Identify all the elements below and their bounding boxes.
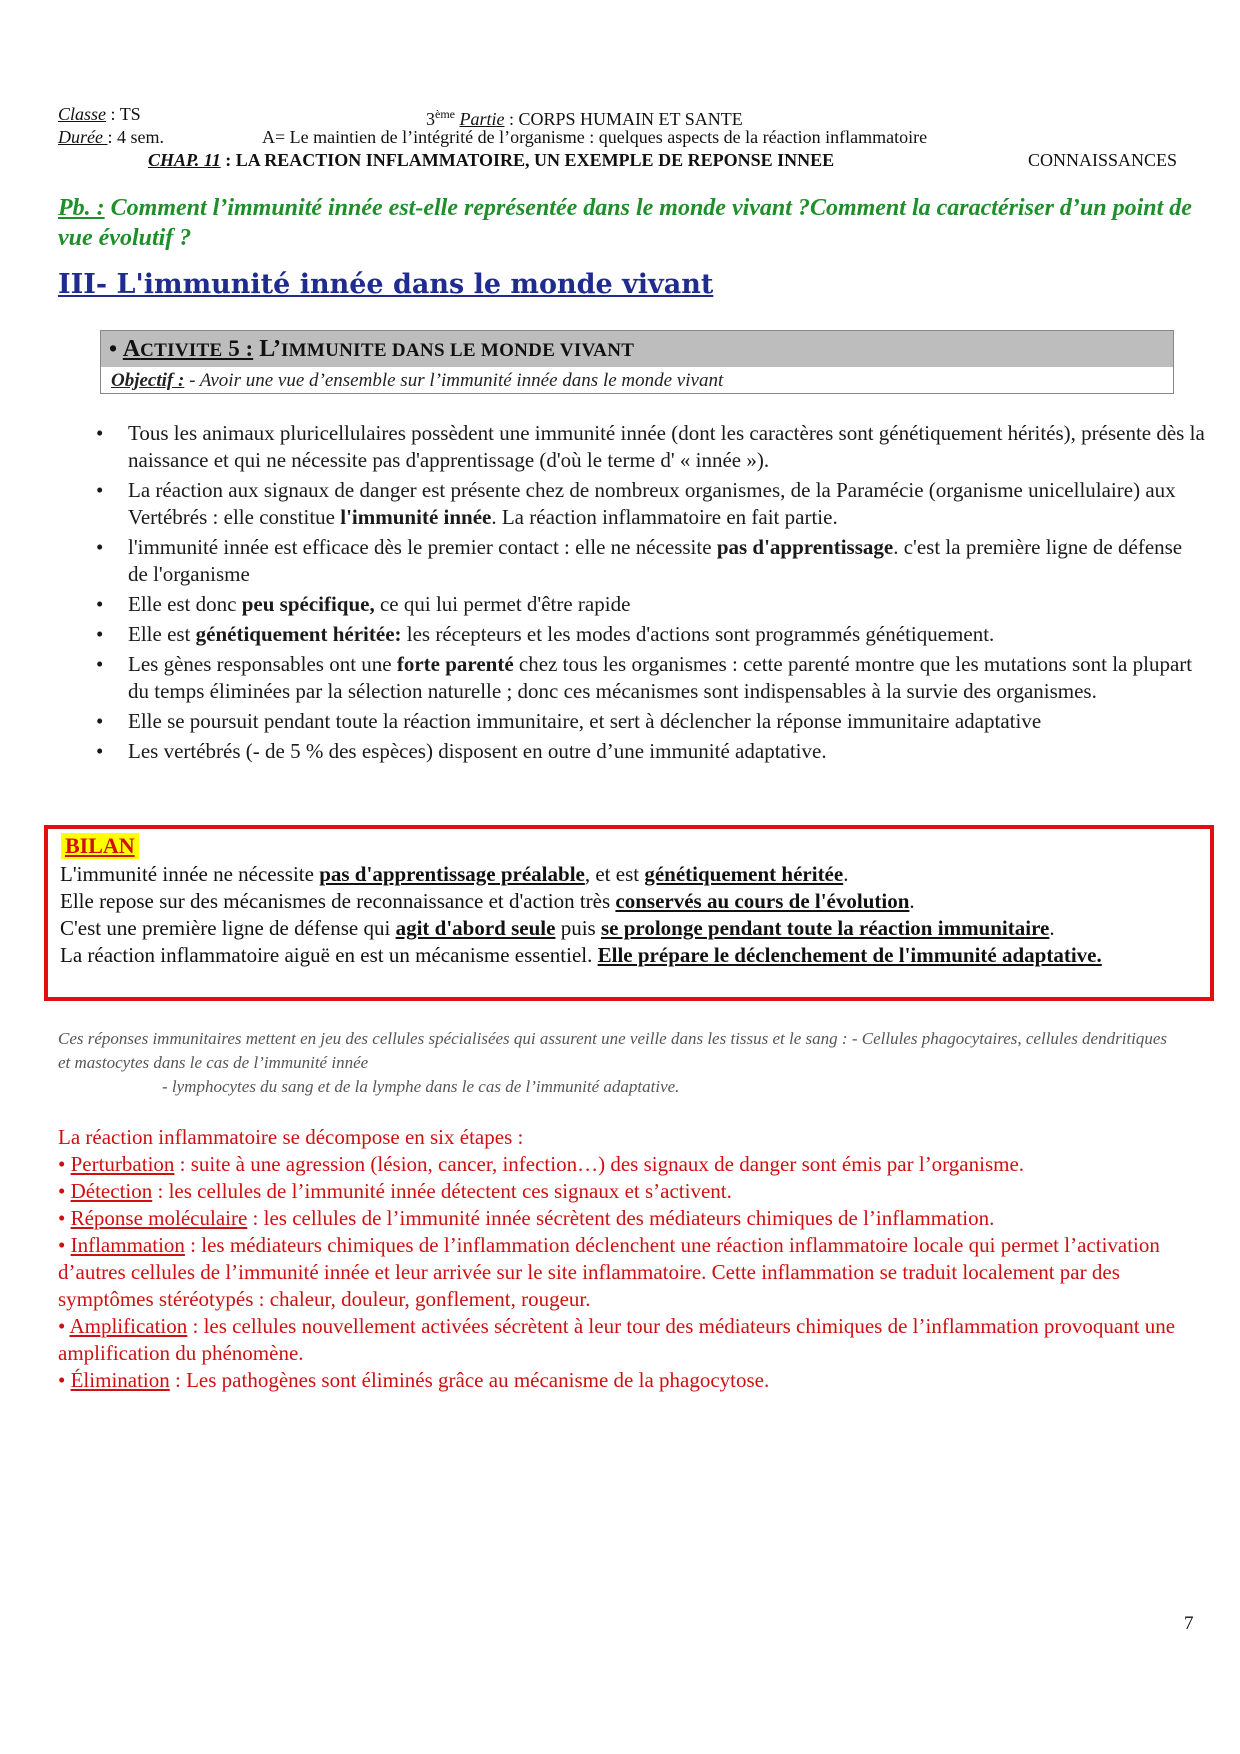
header-classe (58, 103, 141, 125)
bilan-text-run: L'immunité innée ne nécessite (60, 862, 320, 886)
bilan-emphasis: Elle prépare le déclenchement de l'immunité adaptative. (597, 943, 1102, 967)
partie-number: 3 (426, 109, 435, 129)
bilan-text-run: . (1049, 916, 1055, 940)
bullet-dot: • (96, 709, 104, 733)
list-item-text: La réaction aux signaux de danger est présente chez de nombreux organismes, de la Paramécie (organisme unicellulaire) aux Vertébrés : elle constitue (128, 478, 1176, 529)
step-bullet: • (58, 1179, 66, 1203)
bilan-line-2 (60, 888, 1190, 915)
list-item-bold: forte parenté (396, 652, 514, 676)
activity-title (101, 331, 1173, 367)
step-bullet: • (58, 1206, 66, 1230)
activity-l: L’ (253, 336, 281, 362)
step-text: : les cellules de l’immunité innée détectent ces signaux et s’activent. (152, 1179, 732, 1203)
header-subtitle: A= Le maintien de l’intégrité de l’organisme : quelques aspects de la réaction inflammatoire (262, 127, 928, 147)
list-item-text: Elle est donc (128, 592, 242, 616)
step-bullet: • (58, 1314, 66, 1338)
activity-objective (111, 369, 723, 393)
step-text: : Les pathogènes sont éliminés grâce au mécanisme de la phagocytose. (169, 1368, 770, 1392)
bilan-tag: BILAN (61, 833, 139, 859)
bullet-dot: • (96, 652, 104, 676)
step-term: Perturbation (70, 1152, 175, 1176)
section-title: III- L'immunité innée dans le monde vivant (58, 269, 714, 300)
note-line-2: - lymphocytes du sang et de la lymphe dans le cas de l’immunité adaptative. (162, 1077, 680, 1096)
list-item (96, 591, 1206, 618)
duree-value: : 4 sem. (107, 127, 164, 147)
bullet-dot: • (96, 478, 104, 502)
problem-label: Pb. : (58, 195, 105, 221)
cells-note (58, 1027, 1178, 1099)
step-term: Élimination (70, 1368, 170, 1392)
connaissances-label: CONNAISSANCES (1028, 150, 1178, 170)
activity-number: 5 : (222, 336, 254, 361)
list-item (96, 534, 1206, 588)
page-number: 7 (1184, 1613, 1194, 1634)
bilan-emphasis: pas d'apprentissage préalable (319, 862, 585, 886)
list-item-text: Les vertébrés (- de 5 % des espèces) disposent en outre d’une immunité adaptative. (128, 739, 827, 763)
bullet-dot: • (96, 535, 104, 559)
list-item (96, 651, 1206, 705)
step-bullet: • (58, 1233, 66, 1257)
chapter-title (148, 149, 834, 171)
step-item (58, 1151, 1198, 1178)
list-item-text: ce qui lui permet d'être rapide (374, 592, 631, 616)
list-item (96, 738, 1206, 765)
activity-a: A (122, 336, 141, 362)
bilan-text-run: La réaction inflammatoire aiguë en est un mécanisme essentiel. (60, 943, 598, 967)
duree-label: Durée (58, 127, 108, 147)
bilan-text-run: , et est (584, 862, 645, 886)
classe-value: : TS (106, 104, 141, 124)
activity-title-text: IMMUNITE DANS LE MONDE VIVANT (280, 340, 635, 361)
activity-box (100, 330, 1174, 394)
step-term: Détection (70, 1179, 153, 1203)
bilan-line-4 (60, 942, 1190, 969)
list-item-text: . La réaction inflammatoire en fait partie. (491, 505, 838, 529)
bullet-dot: • (96, 592, 104, 616)
bilan-text-run: C'est une première ligne de défense qui (60, 916, 396, 940)
bilan-text-run: Elle repose sur des mécanismes de reconnaissance et d'action très (60, 889, 616, 913)
list-item-bold: génétiquement héritée: (195, 622, 402, 646)
step-item (58, 1178, 1198, 1205)
list-item-text: les récepteurs et les modes d'actions sont programmés génétiquement. (401, 622, 995, 646)
inflammation-steps (58, 1124, 1198, 1394)
chapter-label: CHAP. 11 (148, 150, 221, 170)
list-item-text: . c'est la première ligne de défense de l'organisme (128, 535, 1183, 586)
header-duree (58, 126, 164, 148)
bilan-text-run: . (909, 889, 915, 913)
list-item (96, 621, 1206, 648)
step-item (58, 1232, 1198, 1313)
bilan-text-run: . (843, 862, 849, 886)
step-item (58, 1205, 1198, 1232)
bilan-line-3 (60, 915, 1190, 942)
partie-label: Partie (459, 109, 505, 129)
bullet-dot: • (96, 622, 104, 646)
partie-value: : CORPS HUMAIN ET SANTE (504, 109, 743, 129)
step-item (58, 1313, 1198, 1367)
step-text: : les cellules nouvellement activées sécrètent à leur tour des médiateurs chimiques de l’inflammation provoquant une amplification du phénomène. (58, 1314, 1176, 1365)
bilan-line-1 (60, 861, 1190, 888)
bullet-dot: • (96, 739, 104, 763)
list-item (96, 708, 1206, 735)
problem-statement (58, 193, 1198, 253)
step-term: Amplification (69, 1314, 188, 1338)
problem-text: Comment l’immunité innée est-elle représentée dans le monde vivant ?Comment la caractériser d’un point de vue évolutif ? (58, 195, 1192, 251)
partie-superscript: ème (435, 107, 455, 121)
classe-label: Classe (58, 104, 107, 124)
step-text: : les médiateurs chimiques de l’inflammation déclenchent une réaction inflammatoire locale qui permet l’activation d’autres cellules de l’immunité innée et leur arrivée sur le site inflammatoire. Cette inflammation se traduit localement par des symptômes stéréotypés : chaleur, douleur, gonflement, rougeur. (58, 1233, 1160, 1311)
step-bullet: • (58, 1152, 66, 1176)
bilan-emphasis: génétiquement héritée (644, 862, 844, 886)
note-line-1: Ces réponses immunitaires mettent en jeu des cellules spécialisées qui assurent une veille dans les tissus et le sang : - Cellules phagocytaires, cellules dendritiques et mastocytes dans le cas de l’immunité innée (58, 1029, 1168, 1072)
chapter-text: : LA REACTION INFLAMMATOIRE, UN EXEMPLE DE REPONSE INNEE (220, 150, 835, 170)
steps-intro: La réaction inflammatoire se décompose en six étapes : (58, 1125, 524, 1149)
bilan-emphasis: agit d'abord seule (395, 916, 556, 940)
list-item-text: Tous les animaux pluricellulaires possèdent une immunité innée (dont les caractères sont génétiquement hérités), présente dès la naissance et qui ne nécessite pas d'apprentissage (d'où le terme d' « innée »). (128, 421, 1205, 472)
activity-bullet: • (109, 336, 118, 361)
step-item (58, 1367, 1198, 1394)
list-item-text: Elle est (128, 622, 196, 646)
step-bullet: • (58, 1368, 66, 1392)
bilan-emphasis: conservés au cours de l'évolution (615, 889, 910, 913)
immunity-bullet-list (96, 420, 1206, 768)
list-item (96, 477, 1206, 531)
bilan-box (44, 825, 1214, 1001)
step-text: : suite à une agression (lésion, cancer, infection…) des signaux de danger sont émis par l’organisme. (174, 1152, 1025, 1176)
bilan-emphasis: se prolonge pendant toute la réaction immunitaire (600, 916, 1050, 940)
bilan-text-run: puis (555, 916, 601, 940)
step-term: Inflammation (70, 1233, 185, 1257)
list-item-bold: pas d'apprentissage (716, 535, 894, 559)
list-item-bold: peu spécifique, (241, 592, 375, 616)
list-item-bold: l'immunité innée (340, 505, 492, 529)
bullet-dot: • (96, 421, 104, 445)
list-item-text: l'immunité innée est efficace dès le premier contact : elle ne nécessite (128, 535, 717, 559)
step-text: : les cellules de l’immunité innée sécrètent des médiateurs chimiques de l’inflammation. (247, 1206, 995, 1230)
list-item-text: Elle se poursuit pendant toute la réaction immunitaire, et sert à déclencher la réponse immunitaire adaptative (128, 709, 1042, 733)
objective-label: Objectif : (111, 370, 185, 391)
objective-text: - Avoir une vue d’ensemble sur l’immunité innée dans le monde vivant (184, 370, 724, 391)
list-item-text: Les gènes responsables ont une (128, 652, 397, 676)
list-item-text: chez tous les organismes : cette parenté montre que les mutations sont la plupart du temps éliminées par la sélection naturelle ; donc ces mécanismes sont indispensables à la survie des organismes. (128, 652, 1193, 703)
list-item (96, 420, 1206, 474)
activity-word: CTIVITE (140, 340, 223, 361)
bilan-text (60, 861, 1190, 969)
step-term: Réponse moléculaire (70, 1206, 248, 1230)
